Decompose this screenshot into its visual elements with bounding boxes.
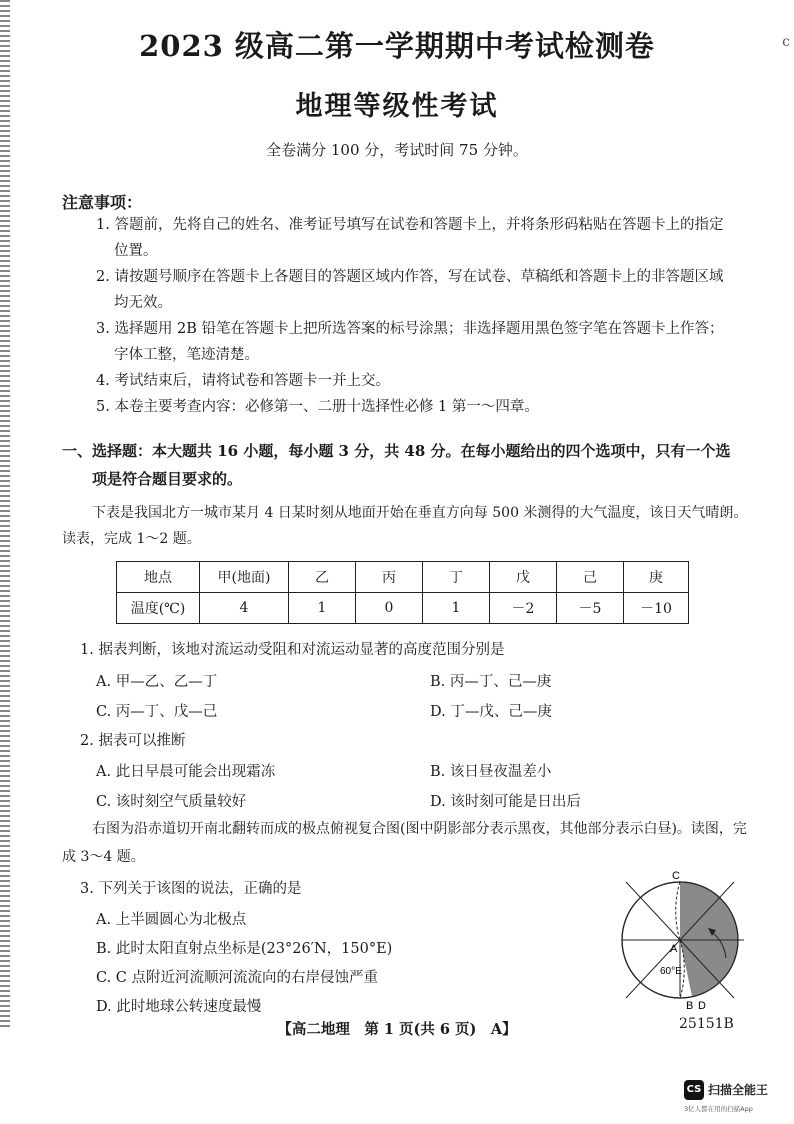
notice-item: 5. 本卷主要考查内容：必修第一、二册十选择性必修 1 第一～四章。 xyxy=(96,399,539,415)
question-2-option: B. 该日昼夜温差小 xyxy=(430,764,552,780)
question-3-option: D. 此时地球公转速度最慢 xyxy=(96,999,262,1015)
label-b: B xyxy=(686,1000,694,1010)
question-2-option: D. 该时刻可能是日出后 xyxy=(430,794,581,810)
table-header-cell: 庚 xyxy=(624,562,689,593)
label-a: A xyxy=(670,943,678,955)
exam-meta: 全卷满分 100 分，考试时间 75 分钟。 xyxy=(266,141,528,159)
table-cell: －5 xyxy=(557,593,624,624)
label-60e: 60°E xyxy=(660,966,682,977)
question-3-option: B. 此时太阳直射点坐标是(23°26′N，150°E) xyxy=(96,941,393,957)
camscanner-tagline: 3亿人都在用的扫描App xyxy=(684,1105,753,1113)
table-header-cell: 地点 xyxy=(117,562,200,593)
table-header-cell: 戊 xyxy=(490,562,557,593)
question-1-stem: 1. 据表判断，该地对流运动受阻和对流运动显著的高度范围分别是 xyxy=(80,642,505,658)
notice-title: 注意事项： xyxy=(62,193,143,212)
polar-view-diagram xyxy=(620,870,750,1010)
question-3-stem: 3. 下列关于该图的说法，正确的是 xyxy=(80,881,302,897)
table-header-cell: 甲(地面) xyxy=(200,562,289,593)
exam-title: 2023 级高二第一学期期中考试检测卷 xyxy=(139,29,655,63)
notice-item: 1. 答题前，先将自己的姓名、准考证号填写在试卷和答题卡上，并将条形码粘贴在答题卡上的指定位置。 xyxy=(96,217,724,259)
camscanner-name: 扫描全能王 xyxy=(708,1083,769,1097)
corner-mark: c xyxy=(782,34,790,50)
question-2-stem: 2. 据表可以推断 xyxy=(80,733,186,749)
question-2-option: C. 该时刻空气质量较好 xyxy=(96,794,247,810)
table-cell: 1 xyxy=(423,593,490,624)
table-cell: －2 xyxy=(490,593,557,624)
camscanner-logo-icon: CS xyxy=(684,1080,704,1100)
question-1-option: B. 丙—丁、己—庚 xyxy=(430,674,552,690)
question-1-option: A. 甲—乙、乙—丁 xyxy=(96,674,218,690)
question-2-option: A. 此日早晨可能会出现霜冻 xyxy=(96,764,276,780)
paper-code: 25151B xyxy=(679,1016,734,1032)
table-intro: 下表是我国北方一城市某月 4 日某时刻从地面开始在垂直方向每 500 米测得的大气温度，该日天气晴朗。读表，完成 1～2 题。 xyxy=(62,505,748,547)
page-footer: 【高二地理 第 1 页(共 6 页) A】 xyxy=(277,1021,517,1038)
table-header-cell: 丁 xyxy=(423,562,490,593)
notice-item: 3. 选择题用 2B 铅笔在答题卡上把所选答案的标号涂黑；非选择题用黑色签字笔在答题卡上作答；字体工整，笔迹清楚。 xyxy=(96,321,724,363)
table-row xyxy=(117,593,689,624)
table-header-cell: 乙 xyxy=(289,562,356,593)
section-heading-line: 一、选择题：本大题共 16 小题，每小题 3 分，共 48 分。在每小题给出的四个选项中，只有一个选 xyxy=(62,442,731,460)
table-header-row xyxy=(117,562,689,593)
exam-subtitle: 地理等级性考试 xyxy=(295,91,499,122)
table-cell: 4 xyxy=(200,593,289,624)
table-cell: 1 xyxy=(289,593,356,624)
label-c: C xyxy=(672,870,680,882)
table-header-cell: 己 xyxy=(557,562,624,593)
table-cell: －10 xyxy=(624,593,689,624)
question-3-option: C. C 点附近河流顺河流流向的右岸侵蚀严重 xyxy=(96,970,378,986)
table-cell: 0 xyxy=(356,593,423,624)
notice-item: 2. 请按题号顺序在答题卡上各题目的答题区域内作答，写在试卷、草稿纸和答题卡上的非答题区域均无效。 xyxy=(96,269,724,311)
notice-list xyxy=(96,212,736,420)
question-1-option: C. 丙—丁、戊—己 xyxy=(96,704,218,720)
section-heading-line: 项是符合题目要求的。 xyxy=(92,470,243,488)
question-3-option: A. 上半圆圆心为北极点 xyxy=(96,912,247,928)
table-header-cell: 丙 xyxy=(356,562,423,593)
section-heading xyxy=(62,437,752,493)
figure-intro: 右图为沿赤道切开南北翻转而成的极点俯视复合图(图中阴影部分表示黑夜，其他部分表示白昼)。读图，完成 3～4 题。 xyxy=(62,821,747,865)
question-1-option: D. 丁—戊、己—庚 xyxy=(430,704,552,720)
temperature-table xyxy=(116,561,689,624)
notice-item: 4. 考试结束后，请将试卷和答题卡一并上交。 xyxy=(96,373,390,389)
label-d: D xyxy=(698,1000,706,1010)
table-cell: 温度(℃) xyxy=(117,593,200,624)
